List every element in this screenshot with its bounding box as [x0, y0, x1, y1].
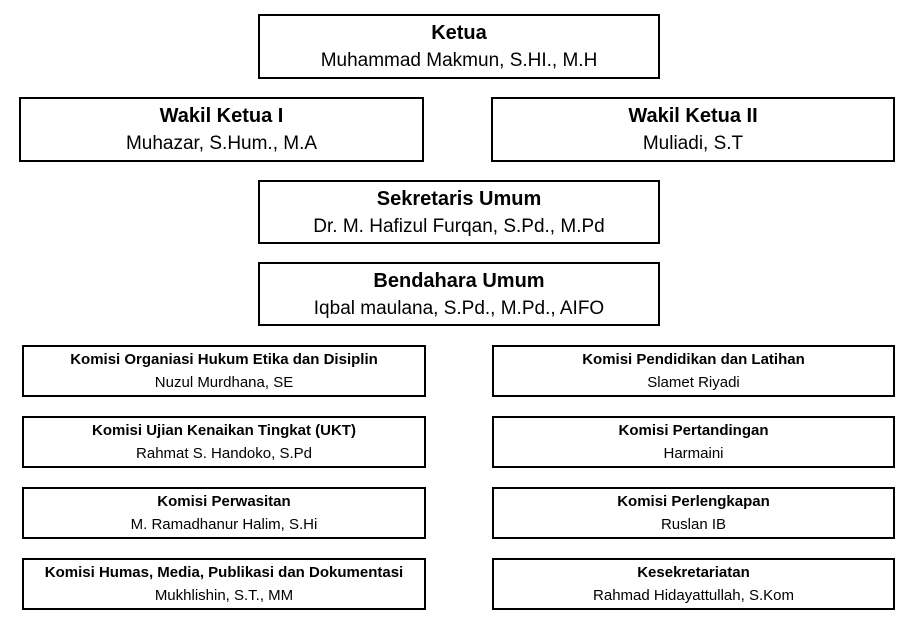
node-title: Komisi Perwasitan: [157, 493, 291, 511]
org-node-wakil-ketua-1: [19, 97, 424, 162]
node-name: Rahmat S. Handoko, S.Pd: [136, 444, 312, 462]
node-title: Komisi Pendidikan dan Latihan: [582, 351, 805, 369]
node-title: Komisi Humas, Media, Publikasi dan Dokumentasi: [44, 564, 404, 582]
node-title: Komisi Perlengkapan: [617, 493, 770, 511]
node-title: Wakil Ketua I: [159, 105, 284, 128]
node-title: Komisi Pertandingan: [618, 422, 769, 440]
node-name: Muhammad Makmun, S.HI., M.H: [320, 50, 598, 72]
org-node-komisi-organiasi-hukum: [22, 345, 426, 397]
node-name: Dr. M. Hafizul Furqan, S.Pd., M.Pd: [313, 215, 605, 237]
node-name: M. Ramadhanur Halim, S.Hi: [130, 515, 318, 533]
org-node-wakil-ketua-2: [491, 97, 895, 162]
org-node-komisi-ukt: [22, 416, 426, 468]
node-title: Komisi Organiasi Hukum Etika dan Disiplin: [70, 351, 378, 369]
org-node-sekretaris-umum: [258, 180, 660, 244]
node-title: Wakil Ketua II: [628, 105, 758, 128]
org-node-komisi-pertandingan: [492, 416, 895, 468]
node-title: Ketua: [431, 22, 487, 45]
org-node-kesekretariatan: [492, 558, 895, 610]
org-node-ketua: [258, 14, 660, 79]
node-name: Muhazar, S.Hum., M.A: [125, 133, 318, 155]
node-name: Iqbal maulana, S.Pd., M.Pd., AIFO: [313, 297, 605, 319]
node-name: Harmaini: [663, 444, 724, 462]
node-name: Rahmad Hidayattullah, S.Kom: [593, 586, 794, 604]
node-name: Nuzul Murdhana, SE: [154, 373, 294, 391]
node-title: Bendahara Umum: [373, 269, 545, 292]
org-node-komisi-perlengkapan: [492, 487, 895, 539]
node-name: Muliadi, S.T: [642, 133, 744, 155]
org-node-komisi-perwasitan: [22, 487, 426, 539]
node-name: Ruslan IB: [660, 515, 727, 533]
node-name: Slamet Riyadi: [647, 373, 740, 391]
org-node-komisi-pendidikan: [492, 345, 895, 397]
org-node-bendahara-umum: [258, 262, 660, 326]
node-name: Mukhlishin, S.T., MM: [154, 586, 294, 604]
node-title: Komisi Ujian Kenaikan Tingkat (UKT): [92, 422, 356, 440]
node-title: Sekretaris Umum: [376, 187, 542, 210]
node-title: Kesekretariatan: [637, 564, 750, 582]
org-node-komisi-humas: [22, 558, 426, 610]
